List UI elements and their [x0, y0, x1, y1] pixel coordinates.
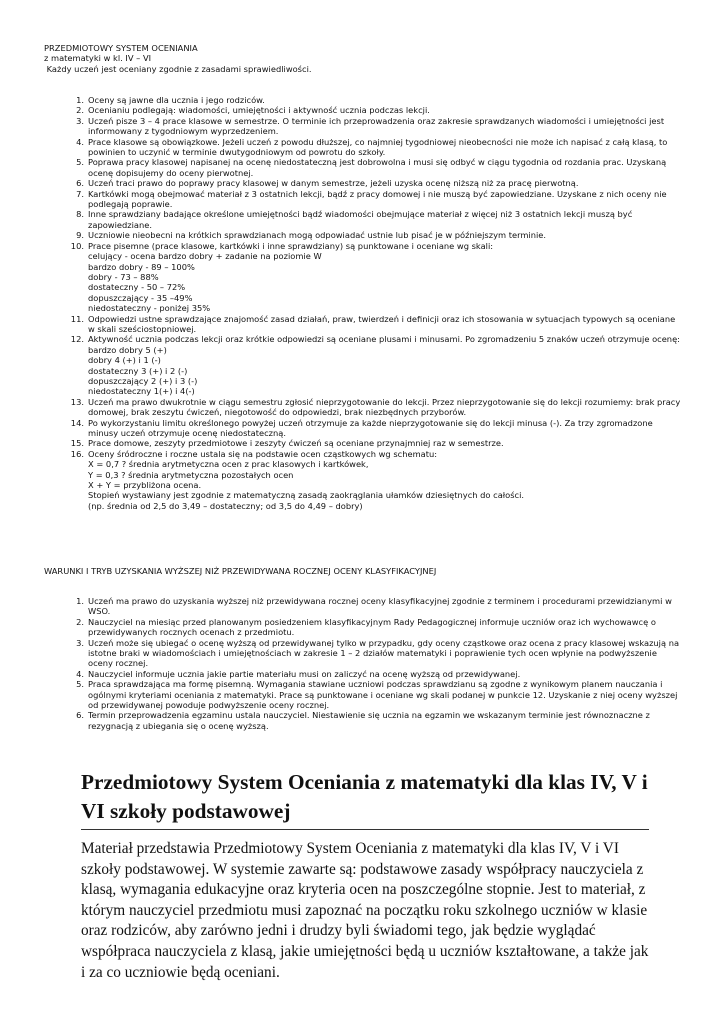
list-item-text: Odpowiedzi ustne sprawdzające znajomość zasad działań, praw, twierdzeń i definicji oraz ich stosowania w sytuacjach typowych są oceniane w skali sześciostopniowej.: [88, 313, 676, 334]
list-item-text: Prace domowe, zeszyty przedmiotowe i zeszyty ćwiczeń są oceniane przynajmniej raz w semestrze.: [88, 438, 504, 449]
list-item-text: Prace klasowe są obowiązkowe. Jeżeli uczeń z powodu dłuższej, co najmniej tygodniowej nieobecności nie może ich napisać z całą klasą, to powinien to uczynić w terminie dwutygodniowym od powrotu do szkoły.: [88, 136, 668, 158]
list-item-number: 3.: [76, 115, 84, 126]
list-item-text: Aktywność ucznia podczas lekcji oraz krótkie odpowiedzi są oceniane plusami i minusami. Po zgromadzeniu 5 znaków uczeń otrzymuje ocenę:: [88, 334, 680, 345]
list-item-number: 6.: [76, 178, 84, 189]
list-item-text: Inne sprawdziany badające określone umiejętności bądź wiadomości obejmujące materiał z więcej niż 3 ostatnich lekcji muszą być zapowiedziane.: [88, 209, 633, 230]
list-item-text: Praca sprawdzająca ma formę pisemną. Wymagania stawiane uczniowi podczas sprawdzianu są zgodne z wynikowym planem nauczania i ogólnymi kryteriami oceniania z matematyki. Prace są punktowane i oceniane wg skali podanej w punkcie 12. Uzyskanie z niej oceny wyższej od przewidywanej powoduje podwyższenie oceny rocznej.: [88, 679, 678, 711]
rules-list: [44, 95, 684, 511]
list-item-text: Stopień wystawiany jest zgodnie z matematyczną zasadą zaokrąglania ułamków dziesiętnych do całości.: [88, 490, 525, 501]
list-item-number: 5.: [76, 157, 84, 168]
list-item: [44, 438, 684, 448]
list-item: [44, 230, 684, 240]
list-item: [44, 679, 684, 710]
list-item-number: 3.: [76, 637, 84, 648]
list-item-number: 5.: [76, 679, 84, 690]
list-item-number: 1.: [76, 596, 84, 606]
list-item-number: 2.: [76, 105, 84, 116]
list-item-number: 8.: [76, 209, 84, 220]
list-item-number: 16.: [70, 448, 84, 459]
conditions-list: [44, 596, 684, 731]
list-item-number: 7.: [76, 188, 84, 199]
list-item: [44, 189, 684, 210]
list-item-number: 10.: [70, 240, 84, 251]
list-item: [44, 418, 684, 439]
list-item-text: niedostateczny - poniżej 35%: [88, 303, 211, 314]
list-item-text: celujący - ocena bardzo dobry + zadanie na poziomie W: [88, 251, 322, 262]
list-item: [44, 596, 684, 617]
list-item-text: niedostateczny 1(+) i 4(-): [88, 386, 195, 397]
list-item: [44, 105, 684, 115]
list-item-text: Uczeń traci prawo do poprawy pracy klasowej w danym semestrze, jeżeli uzyska ocenę niższą niż za pracę pierwotną.: [88, 178, 579, 189]
list-item: [44, 669, 684, 679]
list-item-number: 4.: [76, 668, 84, 679]
list-item-text: Oceny są jawne dla ucznia i jego rodziców.: [88, 95, 265, 105]
list-item-number: 2.: [76, 616, 84, 627]
list-item: [44, 157, 684, 178]
list-item-text: Uczeń może się ubiegać o ocenę wyższą od przewidywanej tylko w przypadku, gdy oceny cząstkowe oraz ocena z pracy klasowej wskazują na istotne braki w wiadomościach i umiejętnościach w zakresie 1 – 2 działów matematyki i poprawienie tych ocen wpłynie na podwyższenie oceny rocznej.: [88, 637, 680, 669]
title-divider: [81, 829, 649, 830]
list-item-text: Uczeń pisze 3 – 4 prace klasowe w semestrze. O terminie ich przeprowadzenia oraz zakresie sprawdzanych wiadomości i umiejętności jest informowany z tygodniowym wyprzedzeniem.: [88, 115, 665, 137]
list-item-text: (np. średnia od 2,5 do 3,49 – dostateczny; od 3,5 do 4,49 – dobry): [88, 500, 363, 511]
list-item-text: dostateczny - 50 – 72%: [88, 282, 186, 293]
list-item-number: 11.: [70, 313, 84, 324]
list-item: [44, 95, 684, 105]
list-item: [44, 638, 684, 669]
list-item: [44, 397, 684, 418]
list-item: [44, 137, 684, 158]
list-item-text: Nauczyciel informuje ucznia jakie partie materiału musi on zaliczyć na ocenę wyższą od przewidywanej.: [88, 668, 521, 679]
list-item: [44, 314, 684, 335]
list-item-text: Ocenianiu podlegają: wiadomości, umiejętności i aktywność ucznia podczas lekcji.: [88, 105, 430, 116]
header-principle: Każdy uczeń jest oceniany zgodnie z zasadami sprawiedliwości.: [44, 63, 312, 74]
list-item: [44, 449, 684, 511]
list-item-text: dopuszczający - 35 –49%: [88, 292, 193, 303]
header-title: PRZEDMIOTOWY SYSTEM OCENIANIA: [44, 43, 198, 53]
list-item: [44, 241, 684, 314]
list-item-text: Y = 0,3 ? średnia arytmetyczna pozostałych ocen: [88, 469, 294, 480]
article-title: Przedmiotowy System Oceniania z matematyki dla klas IV, V i VI szkoły podstawowej: [81, 770, 648, 823]
list-item-text: bardzo dobry - 89 – 100%: [88, 261, 195, 272]
list-item-text: dobry 4 (+) i 1 (-): [88, 355, 161, 366]
list-item: [44, 116, 684, 137]
list-item-text: bardzo dobry 5 (+): [88, 344, 167, 355]
list-item-text: dobry - 73 – 88%: [88, 271, 159, 282]
list-item: [44, 209, 684, 230]
list-item-text: Poprawa pracy klasowej napisanej na ocenę niedostateczną jest dobrowolna i musi się odbyć w ciągu tygodnia od rozdania prac. Uzyskaną ocenę dopisujemy do oceny pierwotnej.: [88, 157, 667, 178]
list-item-text: X + Y = przybliżona ocena.: [88, 480, 202, 491]
list-item-number: 15.: [70, 438, 84, 449]
list-item-number: 14.: [70, 417, 84, 428]
list-item-number: 4.: [76, 136, 84, 147]
list-item-number: 12.: [70, 334, 84, 345]
list-item-text: Uczniowie nieobecni na krótkich sprawdzianach mogą odpowiadać ustnie lub pisać je w późniejszym terminie.: [88, 230, 547, 241]
list-item-number: 6.: [76, 710, 84, 721]
list-item-number: 13.: [70, 396, 84, 407]
list-item: [44, 710, 684, 731]
list-item-text: Termin przeprowadzenia egzaminu ustala nauczyciel. Niestawienie się ucznia na egzamin we wskazanym terminie jest równoznaczne z rezygnacją z ubiegania się o ocenę wyższą.: [88, 710, 650, 731]
list-item-text: Oceny śródroczne i roczne ustala się na podstawie ocen cząstkowych wg schematu:: [88, 448, 438, 459]
list-item-number: 9.: [76, 230, 84, 241]
list-item-text: dopuszczający 2 (+) i 3 (-): [88, 375, 198, 386]
article-paragraph: Materiał przedstawia Przedmiotowy System Oceniania z matematyki dla klas IV, V i VI szkoły podstawowej. W systemie zawarte są: podstawowe zasady współpracy nauczyciela z klasą, wymagania edukacyjne oraz kryteria ocen na poszczególne stopnie. Jest to materiał, z którym nauczyciel przedmiotu musi zapoznać na początku roku szkolnego uczniów w klasie oraz rodziców, aby zarówno jedni i drudzy byli świadomi tego, jak będzie wyglądać współpraca nauczyciela z klasą, jakie umiejętności będą u uczniów kształtowane, a także jak i za co uczniowie będą oceniani.: [81, 840, 649, 981]
list-item-text: Kartkówki mogą obejmować materiał z 3 ostatnich lekcji, bądź z pracy domowej i nie muszą być zapowiedziane. Uzyskane z nich oceny nie podlegają poprawie.: [88, 188, 667, 210]
list-item-text: dostateczny 3 (+) i 2 (-): [88, 365, 188, 376]
list-item-text: Uczeń ma prawo do uzyskania wyższej niż przewidywana rocznej oceny klasyfikacyjnej zgodnie z terminem i procedurami przewidzianymi w WSO.: [88, 596, 672, 617]
section-title-conditions: WARUNKI I TRYB UZYSKANIA WYŻSZEJ NIŻ PRZEWIDYWANA ROCZNEJ OCENY KLASYFIKACYJNEJ: [44, 566, 437, 576]
list-item: [44, 617, 684, 638]
list-item-text: X = 0,7 ? średnia arytmetyczna ocen z prac klasowych i kartkówek,: [88, 459, 369, 470]
list-item-text: Uczeń ma prawo dwukrotnie w ciągu semestru zgłosić nieprzygotowanie do lekcji. Przez nieprzygotowanie się do lekcji rozumiemy: brak pracy domowej, brak zeszytu ćwiczeń, niegotowość do odpowiedzi, brak niezbędnych przyborów.: [88, 396, 681, 418]
list-item-text: Nauczyciel na miesiąc przed planowanym posiedzeniem klasyfikacyjnym Rady Pedagogicznej informuje uczniów oraz ich wychowawcę o przewidywanych rocznych ocenach z przedmiotu.: [88, 616, 656, 638]
list-item-number: 1.: [76, 95, 84, 105]
list-item-text: Prace pisemne (prace klasowe, kartkówki i inne sprawdziany) są punktowane i oceniane wg skali:: [88, 240, 494, 251]
document-header: [44, 43, 684, 74]
header-subject: z matematyki w kl. IV – VI: [44, 53, 152, 64]
list-item-text: Po wykorzystaniu limitu określonego powyżej uczeń otrzymuje za każde nieprzygotowanie się do lekcji minusa (-). Za trzy zgromadzone minusy uczeń otrzymuje ocenę niedostateczną.: [88, 417, 653, 438]
list-item: [44, 334, 684, 396]
list-item: [44, 178, 684, 188]
